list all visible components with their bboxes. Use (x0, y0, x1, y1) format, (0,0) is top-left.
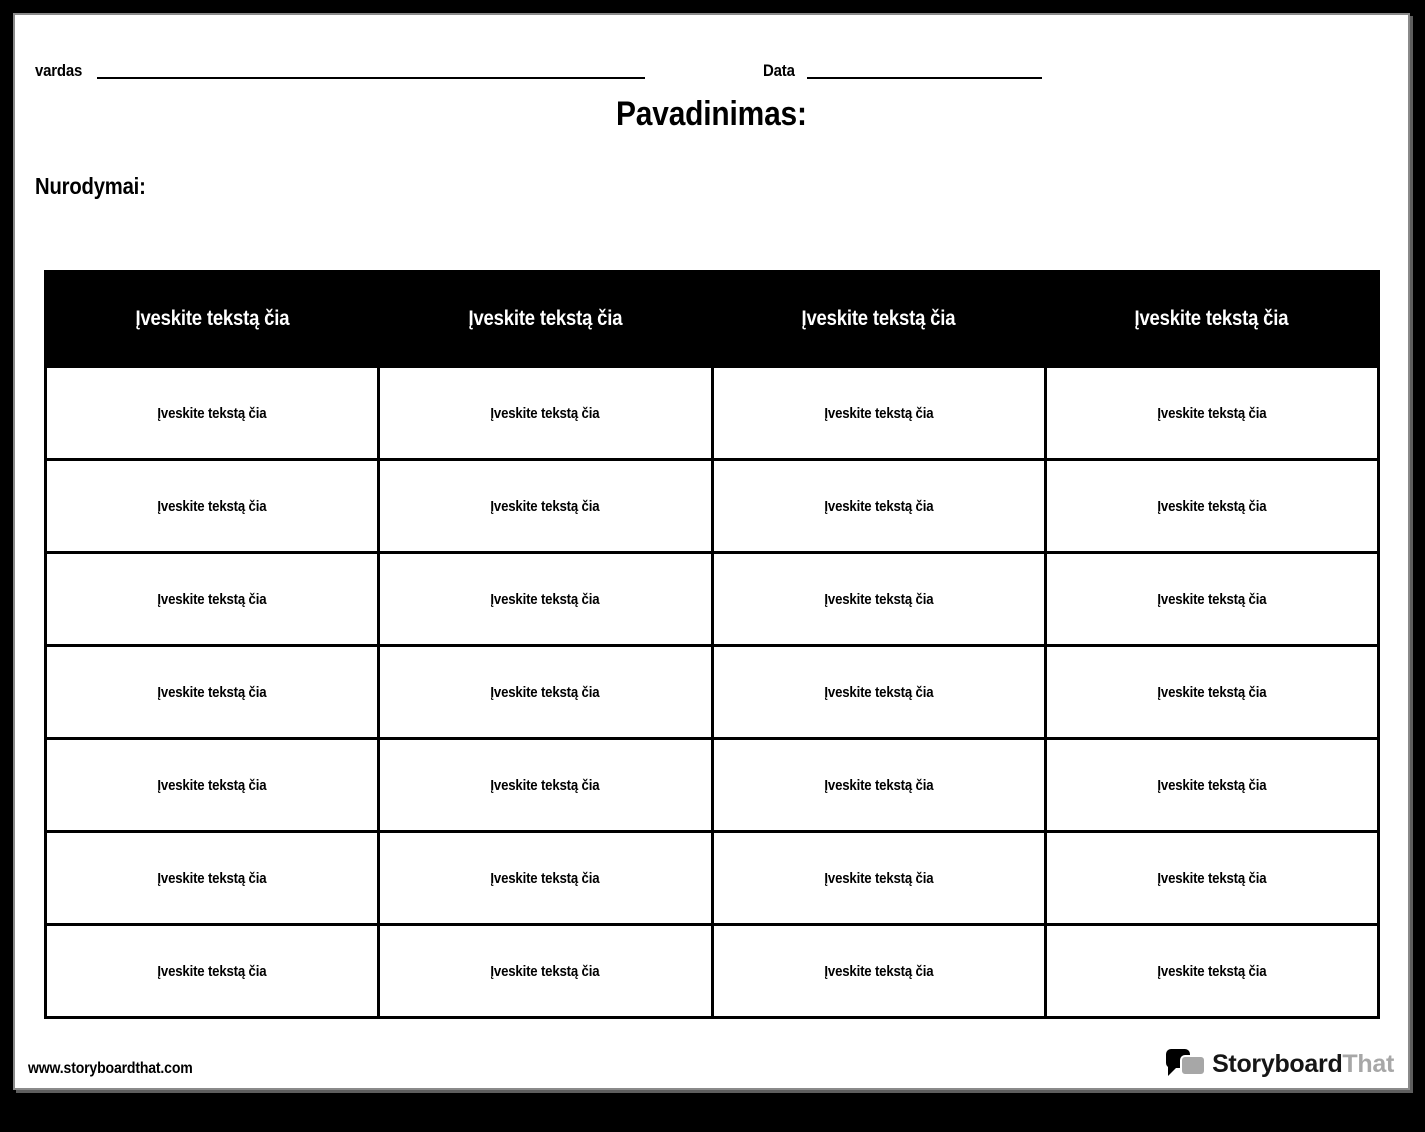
worksheet-table (44, 270, 1380, 1019)
table-cell-placeholder[interactable]: Įveskite tekstą čia (712, 367, 1045, 460)
table-row (46, 460, 1379, 553)
name-blank-line[interactable] (97, 64, 645, 79)
table-cell-placeholder[interactable]: Įveskite tekstą čia (46, 832, 379, 925)
table-cell-placeholder[interactable]: Įveskite tekstą čia (46, 739, 379, 832)
table-cell-placeholder[interactable]: Įveskite tekstą čia (712, 460, 1045, 553)
logo-text: StoryboardThat (1212, 1049, 1394, 1078)
table-row (46, 553, 1379, 646)
worksheet-page (13, 13, 1410, 1090)
table-cell-placeholder[interactable]: Įveskite tekstą čia (46, 925, 379, 1018)
table-cell-placeholder[interactable]: Įveskite tekstą čia (1045, 553, 1378, 646)
header-cell[interactable]: Įveskite tekstą čia (712, 272, 1045, 367)
bubble-tail-shape (1168, 1066, 1178, 1076)
table-row (46, 925, 1379, 1018)
table-cell-placeholder[interactable]: Įveskite tekstą čia (46, 460, 379, 553)
table-row (46, 739, 1379, 832)
table-cell-placeholder[interactable]: Įveskite tekstą čia (712, 646, 1045, 739)
website-url: www.storyboardthat.com (28, 1060, 193, 1077)
table-cell-placeholder[interactable]: Įveskite tekstą čia (1045, 367, 1378, 460)
header-cell[interactable]: Įveskite tekstą čia (46, 272, 379, 367)
instructions-label: Nurodymai: (35, 173, 146, 199)
table-cell-placeholder[interactable]: Įveskite tekstą čia (379, 925, 712, 1018)
table-cell-placeholder[interactable]: Įveskite tekstą čia (712, 925, 1045, 1018)
date-blank-line[interactable] (807, 64, 1042, 79)
table-header-row (46, 272, 1379, 367)
table-cell-placeholder[interactable]: Įveskite tekstą čia (379, 832, 712, 925)
gray-bubble-shape (1180, 1055, 1206, 1076)
table-row (46, 832, 1379, 925)
table-cell-placeholder[interactable]: Įveskite tekstą čia (1045, 739, 1378, 832)
table-cell-placeholder[interactable]: Įveskite tekstą čia (46, 646, 379, 739)
table-cell-placeholder[interactable]: Įveskite tekstą čia (1045, 460, 1378, 553)
name-field (35, 62, 645, 79)
table-cell-placeholder[interactable]: Įveskite tekstą čia (379, 646, 712, 739)
date-field (763, 62, 1042, 79)
table-cell-placeholder[interactable]: Įveskite tekstą čia (379, 739, 712, 832)
table-cell-placeholder[interactable]: Įveskite tekstą čia (379, 460, 712, 553)
table-cell-placeholder[interactable]: Įveskite tekstą čia (712, 832, 1045, 925)
table-cell-placeholder[interactable]: Įveskite tekstą čia (46, 553, 379, 646)
header-cell[interactable]: Įveskite tekstą čia (379, 272, 712, 367)
page-title: Pavadinimas: (616, 95, 807, 133)
table-cell-placeholder[interactable]: Įveskite tekstą čia (379, 553, 712, 646)
header-cell[interactable]: Įveskite tekstą čia (1045, 272, 1378, 367)
table-cell-placeholder[interactable]: Įveskite tekstą čia (379, 367, 712, 460)
storyboardthat-logo (1166, 1047, 1394, 1081)
speech-bubbles-icon (1166, 1047, 1206, 1081)
table-row (46, 367, 1379, 460)
table-cell-placeholder[interactable]: Įveskite tekstą čia (1045, 832, 1378, 925)
table-cell-placeholder[interactable]: Įveskite tekstą čia (46, 367, 379, 460)
name-label: vardas (35, 61, 83, 80)
table-cell-placeholder[interactable]: Įveskite tekstą čia (712, 739, 1045, 832)
table-row (46, 646, 1379, 739)
table-cell-placeholder[interactable]: Įveskite tekstą čia (1045, 646, 1378, 739)
date-label: Data (763, 61, 795, 80)
table-cell-placeholder[interactable]: Įveskite tekstą čia (712, 553, 1045, 646)
table-cell-placeholder[interactable]: Įveskite tekstą čia (1045, 925, 1378, 1018)
